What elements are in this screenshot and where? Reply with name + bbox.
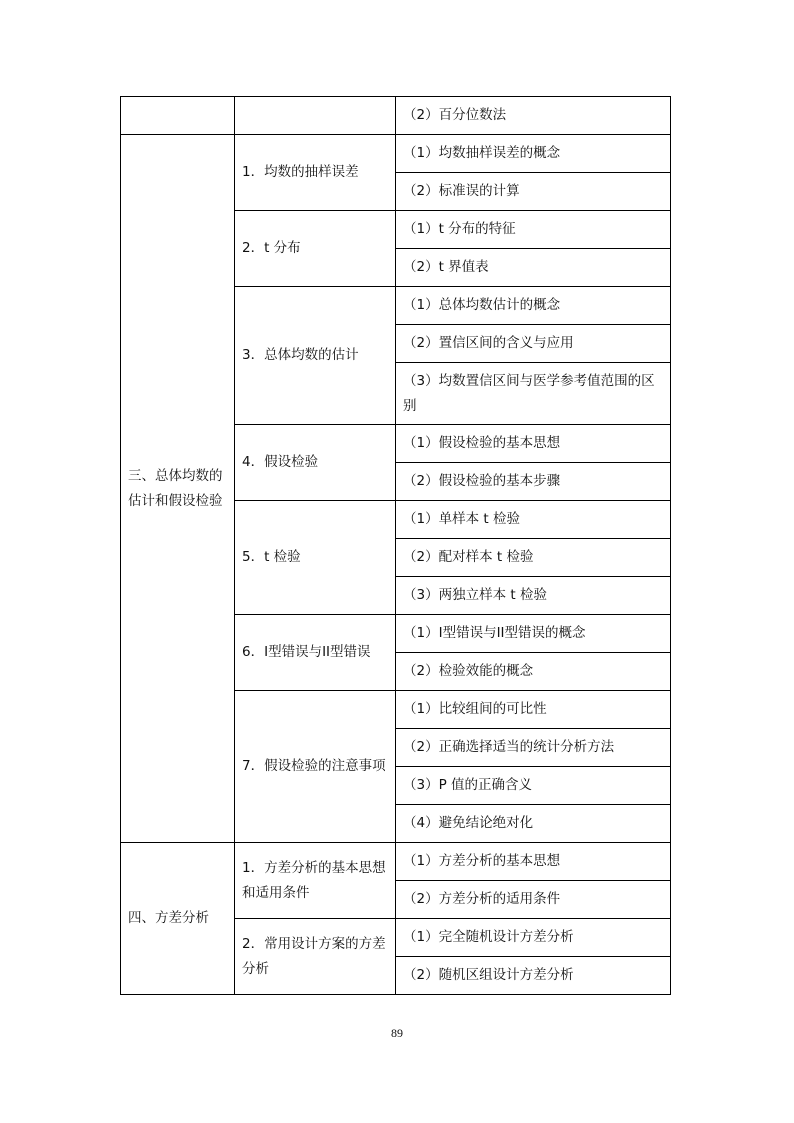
table-row (121, 97, 671, 135)
topic-cell-empty (235, 97, 396, 135)
section-title: 三、总体均数的估计和假设检验 (121, 135, 235, 843)
item-cell: （2）t 界值表 (396, 249, 671, 287)
section-cell-empty (121, 97, 235, 135)
topic-cell: 1．均数的抽样误差 (235, 135, 396, 211)
table-row (121, 843, 671, 881)
item-cell: （1）完全随机设计方差分析 (396, 919, 671, 957)
page-number: 89 (391, 1026, 403, 1040)
item-cell: （1）均数抽样误差的概念 (396, 135, 671, 173)
topic-cell: 3．总体均数的估计 (235, 287, 396, 425)
item-cell: （3）均数置信区间与医学参考值范围的区别 (396, 363, 671, 425)
topic-cell: 6．I型错误与II型错误 (235, 615, 396, 691)
item-cell: （2）置信区间的含义与应用 (396, 325, 671, 363)
item-cell: （2）假设检验的基本步骤 (396, 463, 671, 501)
item-cell: （3）两独立样本 t 检验 (396, 577, 671, 615)
section-title: 四、方差分析 (121, 843, 235, 995)
item-cell: （1）方差分析的基本思想 (396, 843, 671, 881)
item-cell: （2）配对样本 t 检验 (396, 539, 671, 577)
topic-cell: 2．t 分布 (235, 211, 396, 287)
item-cell: （2）百分位数法 (396, 97, 671, 135)
item-cell: （2）正确选择适当的统计分析方法 (396, 729, 671, 767)
item-cell: （1）t 分布的特征 (396, 211, 671, 249)
item-cell: （4）避免结论绝对化 (396, 805, 671, 843)
item-cell: （2）方差分析的适用条件 (396, 881, 671, 919)
syllabus-table (120, 96, 671, 995)
item-cell: （1）I型错误与II型错误的概念 (396, 615, 671, 653)
item-cell: （1）比较组间的可比性 (396, 691, 671, 729)
item-cell: （3）P 值的正确含义 (396, 767, 671, 805)
topic-cell: 5．t 检验 (235, 501, 396, 615)
item-cell: （2）随机区组设计方差分析 (396, 957, 671, 995)
topic-cell: 1．方差分析的基本思想和适用条件 (235, 843, 396, 919)
table-row (121, 135, 671, 173)
topic-cell: 7．假设检验的注意事项 (235, 691, 396, 843)
item-cell: （2）检验效能的概念 (396, 653, 671, 691)
topic-cell: 2．常用设计方案的方差分析 (235, 919, 396, 995)
item-cell: （2）标准误的计算 (396, 173, 671, 211)
item-cell: （1）总体均数估计的概念 (396, 287, 671, 325)
topic-cell: 4．假设检验 (235, 425, 396, 501)
item-cell: （1）单样本 t 检验 (396, 501, 671, 539)
item-cell: （1）假设检验的基本思想 (396, 425, 671, 463)
